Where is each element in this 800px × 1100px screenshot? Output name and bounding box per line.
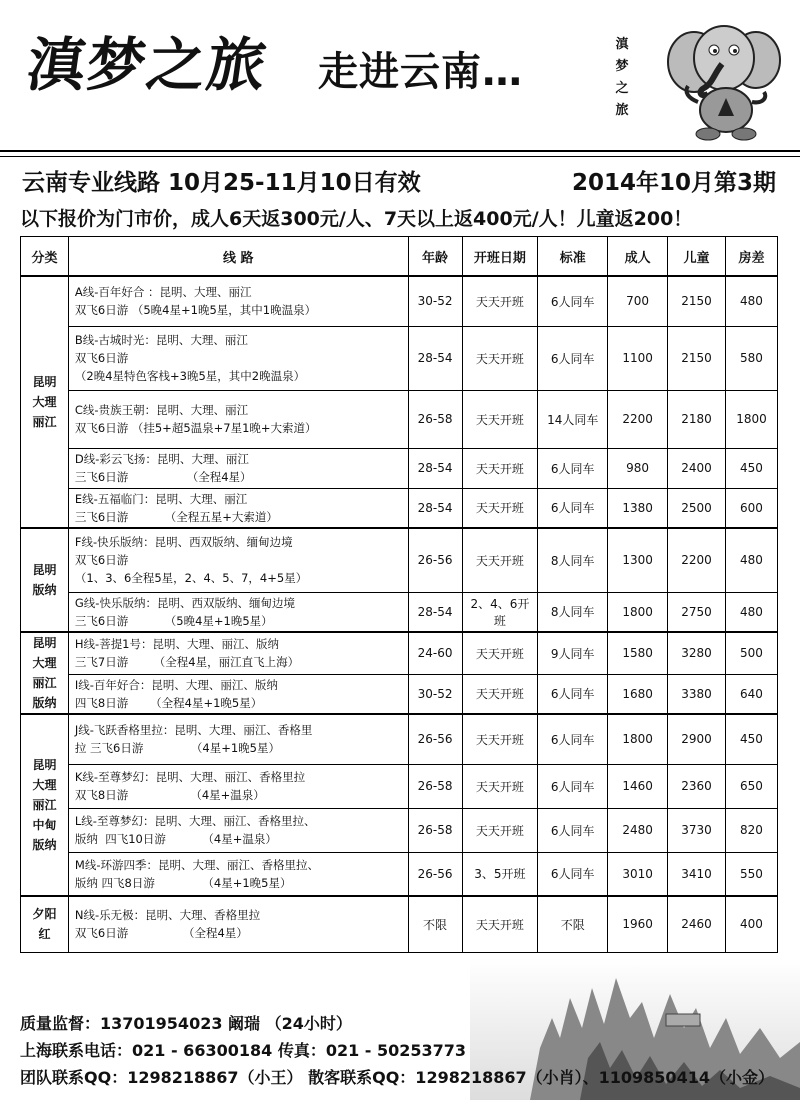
route-title: 云南专业线路 10月25-11月10日有效 <box>22 170 421 196</box>
cell-room-diff: 580 <box>725 326 777 390</box>
table-row <box>21 276 778 326</box>
route-line: 三飞7日游 （全程4星，丽江直飞上海） <box>74 655 300 670</box>
quality-line: 质量监督：13701954023 阚瑞 （24小时） <box>20 1014 352 1033</box>
cell-standard: 6人同车 <box>538 714 608 764</box>
cell-adult-price: 980 <box>608 448 668 488</box>
cell-age: 26-58 <box>408 764 462 808</box>
category-text: 昆明 <box>32 758 57 772</box>
route-line: 三飞6日游 （5晚4星+1晚5星） <box>74 613 273 628</box>
cell-route <box>68 896 408 952</box>
category-text: 版纳 <box>32 696 57 710</box>
cell-route <box>68 488 408 528</box>
cell-child-price: 3380 <box>668 674 726 714</box>
cell-room-diff: 450 <box>725 448 777 488</box>
table-row <box>21 592 778 632</box>
category-text: 大理 <box>32 395 57 409</box>
cell-route <box>68 632 408 674</box>
route-line: C线-贵族王朝：昆明、大理、丽江 <box>74 403 249 417</box>
cell-schedule: 天天开班 <box>462 896 538 952</box>
cell-category <box>21 896 69 952</box>
cell-route <box>68 528 408 592</box>
table-row <box>21 852 778 896</box>
header <box>0 0 800 150</box>
cell-child-price: 3410 <box>668 852 726 896</box>
table-row <box>21 674 778 714</box>
price-table <box>20 236 778 953</box>
route-line: F线-快乐版纳：昆明、西双版纳、缅甸边境 <box>74 535 293 550</box>
category-text: 丽江 <box>32 415 57 429</box>
cell-child-price: 2360 <box>668 764 726 808</box>
vertical-brand-char: 旅 <box>615 103 629 118</box>
cell-room-diff: 820 <box>725 808 777 852</box>
cell-child-price: 2150 <box>668 276 726 326</box>
route-line: M线-环游四季：昆明、大理、丽江、香格里拉、 <box>74 857 319 872</box>
vertical-brand <box>612 34 632 122</box>
category-text: 丽江 <box>32 798 57 812</box>
cell-age: 26-56 <box>408 528 462 592</box>
cell-room-diff: 480 <box>725 528 777 592</box>
route-line: I线-百年好合：昆明、大理、丽江、版纳 <box>74 677 278 692</box>
cell-schedule: 3、5开班 <box>462 852 538 896</box>
category-text: 红 <box>38 927 51 942</box>
header-age: 年龄 <box>408 237 462 277</box>
header-room: 房差 <box>725 237 777 277</box>
cell-schedule: 天天开班 <box>462 808 538 852</box>
cell-route <box>68 808 408 852</box>
qq-line: 团队联系QQ：1298218867（小王） 散客联系QQ：1298218867（小肖）、1109850414（小金） <box>20 1068 774 1087</box>
route-line: 版纳 四飞10日游 （4星+温泉） <box>74 832 277 846</box>
cell-room-diff: 500 <box>725 632 777 674</box>
category-text: 大理 <box>32 778 57 792</box>
category-text: 昆明 <box>32 636 57 650</box>
cell-route <box>68 764 408 808</box>
category-text: 丽江 <box>32 676 57 690</box>
cell-room-diff: 640 <box>725 674 777 714</box>
cell-standard: 6人同车 <box>538 488 608 528</box>
route-line: H线-菩提1号：昆明、大理、丽江、版纳 <box>74 637 280 652</box>
cell-adult-price: 700 <box>608 276 668 326</box>
cell-standard: 6人同车 <box>538 808 608 852</box>
header-schedule: 开班日期 <box>462 237 538 277</box>
issue-label: 2014年10月第3期 <box>571 170 776 196</box>
cell-adult-price: 1680 <box>608 674 668 714</box>
cell-standard: 不限 <box>538 896 608 952</box>
cell-standard: 8人同车 <box>538 592 608 632</box>
brand-title: 滇梦之旅 <box>22 31 273 99</box>
cell-category <box>21 632 69 714</box>
cell-child-price: 2180 <box>668 390 726 448</box>
category-text: 版纳 <box>32 583 57 597</box>
cell-standard: 6人同车 <box>538 448 608 488</box>
cell-child-price: 2460 <box>668 896 726 952</box>
cell-room-diff: 550 <box>725 852 777 896</box>
cell-standard: 6人同车 <box>538 852 608 896</box>
table-row <box>21 808 778 852</box>
cell-schedule: 天天开班 <box>462 390 538 448</box>
category-text: 夕阳 <box>32 907 57 922</box>
cell-age: 28-54 <box>408 448 462 488</box>
category-text: 昆明 <box>32 563 57 577</box>
table-row <box>21 488 778 528</box>
cell-room-diff: 450 <box>725 714 777 764</box>
cell-adult-price: 1960 <box>608 896 668 952</box>
route-line: 四飞8日游 （全程4星+1晚5星） <box>74 695 263 710</box>
header-adult: 成人 <box>608 237 668 277</box>
cell-category <box>21 528 69 632</box>
cell-child-price: 2150 <box>668 326 726 390</box>
cell-standard: 6人同车 <box>538 764 608 808</box>
cell-adult-price: 1580 <box>608 632 668 674</box>
cell-schedule: 天天开班 <box>462 674 538 714</box>
cell-child-price: 2500 <box>668 488 726 528</box>
price-notice: 以下报价为门市价，成人6天返300元/人、7天以上返400元/人！儿童返200！ <box>20 208 693 230</box>
route-line: 三飞6日游 （全程五星+大索道） <box>74 509 278 524</box>
cell-route <box>68 674 408 714</box>
cell-route <box>68 852 408 896</box>
cell-route <box>68 714 408 764</box>
cell-route <box>68 326 408 390</box>
cell-room-diff: 600 <box>725 488 777 528</box>
route-line: A线-百年好合 ：昆明、大理、丽江 <box>74 285 252 300</box>
route-line: 双飞6日游 <box>74 553 129 568</box>
table-row <box>21 326 778 390</box>
cell-adult-price: 3010 <box>608 852 668 896</box>
cell-age: 28-54 <box>408 592 462 632</box>
route-line: （2晚4星特色客栈+3晚5星，其中2晚温泉） <box>74 369 306 383</box>
route-line: D线-彩云飞扬：昆明、大理、丽江 <box>74 452 249 466</box>
route-line: J线-飞跃香格里拉：昆明、大理、丽江、香格里 <box>74 723 313 738</box>
cell-adult-price: 2480 <box>608 808 668 852</box>
cell-standard: 14人同车 <box>538 390 608 448</box>
cell-schedule: 天天开班 <box>462 448 538 488</box>
cell-route <box>68 390 408 448</box>
header-divider <box>0 150 800 152</box>
route-line: 双飞6日游 （全程4星） <box>74 926 248 941</box>
route-line: L线-至尊梦幻：昆明、大理、丽江、香格里拉、 <box>74 814 316 828</box>
cell-route <box>68 448 408 488</box>
cell-room-diff: 480 <box>725 592 777 632</box>
cell-age: 28-54 <box>408 488 462 528</box>
cell-room-diff: 650 <box>725 764 777 808</box>
cell-child-price: 2750 <box>668 592 726 632</box>
cell-adult-price: 1460 <box>608 764 668 808</box>
table-row <box>21 714 778 764</box>
cell-age: 30-52 <box>408 674 462 714</box>
table-row <box>21 764 778 808</box>
table-row <box>21 896 778 952</box>
table-row <box>21 390 778 448</box>
elephant-mascot-icon <box>664 14 782 142</box>
route-line: 三飞6日游 （全程4星） <box>74 470 252 484</box>
route-line: 版纳 四飞8日游 （4星+1晚5星） <box>74 875 292 890</box>
cell-child-price: 3730 <box>668 808 726 852</box>
cell-age: 26-56 <box>408 852 462 896</box>
vertical-brand-char: 滇 <box>615 37 629 52</box>
cell-category <box>21 276 69 528</box>
header-category: 分类 <box>21 237 69 277</box>
cell-adult-price: 1100 <box>608 326 668 390</box>
route-line: 双飞6日游 （挂5+超5温泉+7星1晚+大索道） <box>74 421 317 435</box>
category-text: 大理 <box>32 656 57 670</box>
cell-adult-price: 1800 <box>608 592 668 632</box>
cell-schedule: 天天开班 <box>462 632 538 674</box>
cell-route <box>68 592 408 632</box>
cell-adult-price: 2200 <box>608 390 668 448</box>
route-line: G线-快乐版纳：昆明、西双版纳、缅甸边境 <box>74 595 295 610</box>
category-text: 版纳 <box>32 838 57 852</box>
table-row <box>21 528 778 592</box>
table-row <box>21 448 778 488</box>
category-text: 中甸 <box>32 818 57 832</box>
vertical-brand-char: 之 <box>615 81 629 96</box>
cell-age: 26-58 <box>408 390 462 448</box>
cell-standard: 8人同车 <box>538 528 608 592</box>
route-line: 拉 三飞6日游 （4星+1晚5星） <box>74 741 280 756</box>
cell-route <box>68 276 408 326</box>
cell-adult-price: 1800 <box>608 714 668 764</box>
route-line: （1、3、6全程5星，2、4、5、7，4+5星） <box>74 571 308 586</box>
header-route: 线 路 <box>68 237 408 277</box>
cell-standard: 9人同车 <box>538 632 608 674</box>
cell-room-diff: 400 <box>725 896 777 952</box>
cell-standard: 6人同车 <box>538 276 608 326</box>
cell-child-price: 2900 <box>668 714 726 764</box>
header-standard: 标准 <box>538 237 608 277</box>
cell-standard: 6人同车 <box>538 326 608 390</box>
route-line: B线-古城时光：昆明、大理、丽江 <box>74 333 248 347</box>
route-line: 双飞6日游 （5晚4星+1晚5星，其中1晚温泉） <box>74 303 317 318</box>
route-line: E线-五福临门：昆明、大理、丽江 <box>74 491 248 506</box>
cell-schedule: 天天开班 <box>462 764 538 808</box>
cell-standard: 6人同车 <box>538 674 608 714</box>
header-child: 儿童 <box>668 237 726 277</box>
category-text: 昆明 <box>32 375 57 389</box>
cell-adult-price: 1380 <box>608 488 668 528</box>
route-line: K线-至尊梦幻：昆明、大理、丽江、香格里拉 <box>74 770 306 784</box>
table-row <box>21 632 778 674</box>
cell-schedule: 天天开班 <box>462 488 538 528</box>
cell-age: 26-56 <box>408 714 462 764</box>
cell-schedule: 天天开班 <box>462 276 538 326</box>
cell-category <box>21 714 69 896</box>
cell-child-price: 2400 <box>668 448 726 488</box>
table-body <box>21 276 778 952</box>
cell-age: 28-54 <box>408 326 462 390</box>
header-divider <box>0 156 800 157</box>
route-line: 双飞8日游 （4星+温泉） <box>74 788 265 802</box>
cell-child-price: 2200 <box>668 528 726 592</box>
table-header-row <box>21 237 778 277</box>
slogan: 走进云南… <box>318 49 523 95</box>
phone-line: 上海联系电话：021 - 66300184 传真：021 - 50253773 <box>20 1041 467 1060</box>
cell-schedule: 天天开班 <box>462 714 538 764</box>
cell-age: 24-60 <box>408 632 462 674</box>
vertical-brand-char: 梦 <box>615 59 629 74</box>
cell-child-price: 3280 <box>668 632 726 674</box>
footer <box>20 1010 774 1091</box>
cell-room-diff: 480 <box>725 276 777 326</box>
route-line: N线-乐无极：昆明、大理、香格里拉 <box>74 908 261 923</box>
cell-schedule: 2、4、6开班 <box>462 592 538 632</box>
cell-age: 26-58 <box>408 808 462 852</box>
cell-schedule: 天天开班 <box>462 326 538 390</box>
cell-age: 不限 <box>408 896 462 952</box>
route-line: 双飞6日游 <box>74 351 129 365</box>
cell-adult-price: 1300 <box>608 528 668 592</box>
cell-age: 30-52 <box>408 276 462 326</box>
cell-schedule: 天天开班 <box>462 528 538 592</box>
cell-room-diff: 1800 <box>725 390 777 448</box>
